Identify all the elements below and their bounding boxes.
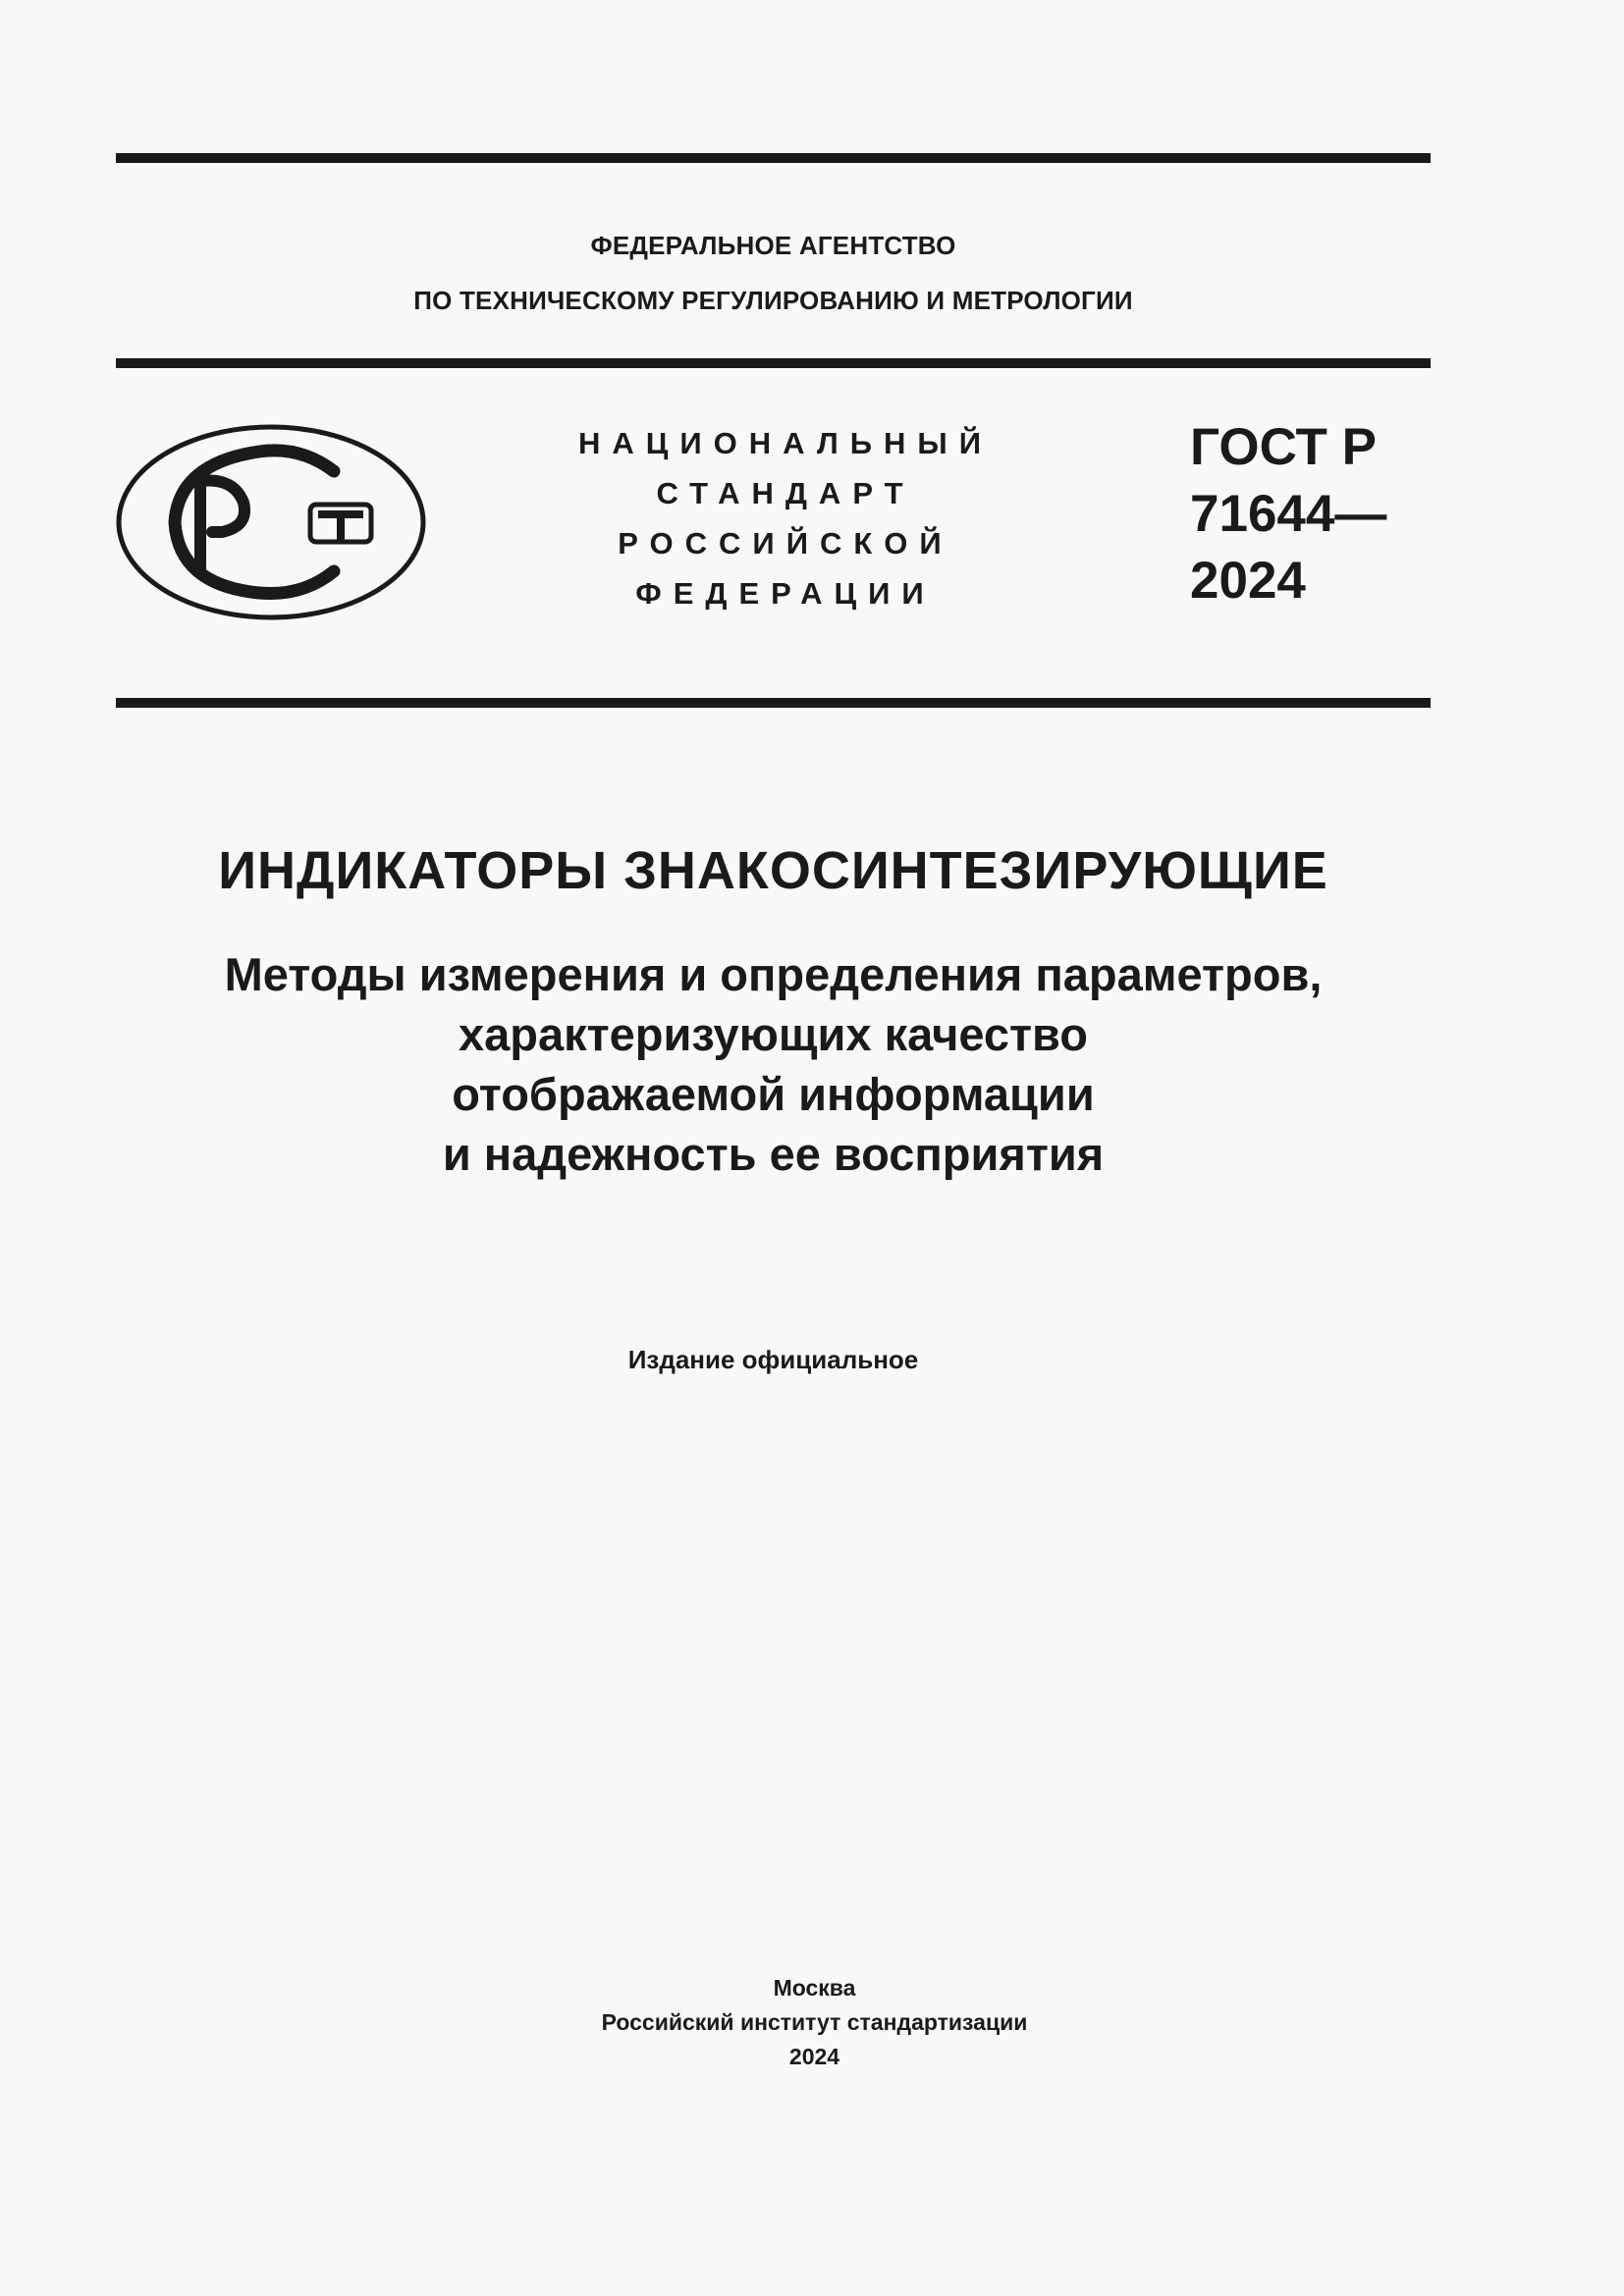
- top-rule: [116, 153, 1431, 163]
- subtitle-line-3: отображаемой информации: [452, 1068, 1095, 1120]
- agency-line-1: ФЕДЕРАЛЬНОЕ АГЕНТСТВО: [590, 231, 956, 260]
- imprint-year: 2024: [788, 2044, 840, 2069]
- standard-type-line-1: НАЦИОНАЛЬНЫЙ: [577, 426, 994, 460]
- standard-designation: [1190, 414, 1386, 614]
- document-title: ИНДИКАТОРЫ ЗНАКОСИНТЕЗИРУЮЩИЕ: [218, 841, 1328, 900]
- standard-type-line-2: СТАНДАРТ: [656, 476, 915, 510]
- subtitle-line-1: Методы измерения и определения параметров,: [224, 948, 1323, 1000]
- document-subtitle: [116, 944, 1431, 1184]
- standard-type-line-4: ФЕДЕРАЦИИ: [635, 576, 936, 611]
- agency-header: [116, 218, 1431, 328]
- imprint-publisher: Российский институт стандартизации: [601, 2009, 1028, 2035]
- designation-line-3: 2024: [1190, 552, 1306, 610]
- rst-logo-icon: [116, 424, 426, 620]
- designation-line-2: 71644—: [1190, 485, 1387, 543]
- designation-line-1: ГОСТ Р: [1190, 418, 1377, 476]
- standard-type: [569, 418, 1001, 618]
- header-bottom-rule: [116, 698, 1431, 708]
- subtitle-line-2: характеризующих качество: [458, 1008, 1089, 1060]
- imprint-city: Москва: [773, 1975, 856, 2001]
- agency-line-2: ПО ТЕХНИЧЕСКОМУ РЕГУЛИРОВАНИЮ И МЕТРОЛОГИИ: [413, 286, 1133, 315]
- edition-note: Издание официальное: [627, 1345, 919, 1374]
- agency-rule: [116, 358, 1431, 368]
- standard-type-line-3: РОССИЙСКОЙ: [618, 526, 953, 561]
- subtitle-line-4: и надежность ее восприятия: [442, 1128, 1105, 1180]
- imprint: [116, 1971, 1513, 2074]
